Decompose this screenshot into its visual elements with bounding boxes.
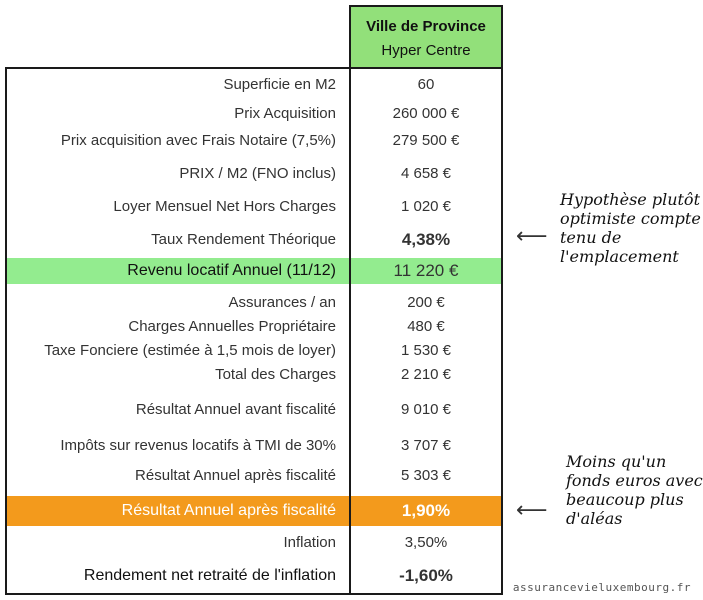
annotation-line: fonds euros avec [566, 471, 703, 490]
row-value: 11 220 € [393, 261, 459, 280]
row-label: Résultat Annuel avant fiscalité [135, 401, 336, 418]
row-label: Inflation [283, 534, 336, 551]
row-value: 60 [417, 76, 435, 93]
column-header-title: Ville de Province [366, 18, 486, 35]
arrow-left-icon: ⟵ [516, 498, 548, 523]
row-label: PRIX / M2 (FNO inclus) [179, 165, 336, 182]
row-value: 9 010 € [400, 401, 452, 418]
column-header-subtitle: Hyper Centre [381, 42, 471, 59]
annotation-fonds-euros [566, 452, 703, 528]
row-label: Superficie en M2 [223, 76, 336, 93]
row-label: Rendement net retraité de l'inflation [83, 567, 336, 584]
row-prix-m2 [7, 161, 501, 187]
row-label: Prix Acquisition [234, 105, 336, 122]
row-inflation [7, 530, 501, 556]
row-value: 260 000 € [392, 105, 460, 122]
row-taxe-fonciere [7, 338, 501, 364]
row-value: 3 707 € [400, 437, 452, 454]
row-impots [7, 433, 501, 459]
annotation-line: l'emplacement [560, 247, 679, 266]
row-value: 1,90% [401, 501, 451, 520]
annotation-line: beaucoup plus [566, 490, 684, 509]
row-label: Impôts sur revenus locatifs à TMI de 30% [60, 437, 336, 454]
row-label: Total des Charges [215, 366, 336, 383]
annotation-line: d'aléas [566, 509, 623, 528]
row-total-charges [7, 362, 501, 388]
row-resultat-apres-fiscalite-pct [7, 496, 501, 526]
row-revenu-locatif-annuel [7, 258, 501, 284]
row-value: -1,60% [399, 566, 453, 585]
row-value: 2 210 € [400, 366, 452, 383]
row-rendement-net [7, 563, 501, 589]
row-value: 5 303 € [400, 467, 452, 484]
row-value: 1 020 € [400, 198, 452, 215]
row-value: 4 658 € [400, 165, 452, 182]
row-charges-annuelles [7, 314, 501, 340]
row-value: 3,50% [404, 534, 448, 551]
row-label: Résultat Annuel après fiscalité [121, 502, 336, 519]
row-label: Charges Annuelles Propriétaire [128, 318, 336, 335]
annotation-hypothese [560, 190, 701, 266]
row-label: Revenu locatif Annuel (11/12) [127, 262, 336, 279]
row-label: Loyer Mensuel Net Hors Charges [113, 198, 336, 215]
annotation-line: optimiste compte [560, 209, 701, 228]
row-label: Prix acquisition avec Frais Notaire (7,5%) [60, 132, 336, 149]
watermark: assurancevieluxembourg.fr [512, 581, 691, 594]
row-label: Résultat Annuel après fiscalité [135, 467, 336, 484]
annotation-line: tenu de [560, 228, 622, 247]
row-label: Assurances / an [228, 294, 336, 311]
annotation-line: Hypothèse plutôt [560, 190, 700, 209]
annotation-line: Moins qu'un [566, 452, 667, 471]
row-label: Taxe Fonciere (estimée à 1,5 mois de loyer) [44, 342, 336, 359]
row-loyer-mensuel [7, 194, 501, 220]
row-resultat-avant-fiscalite [7, 397, 501, 423]
row-assurances [7, 290, 501, 316]
row-label: Taux Rendement Théorique [151, 231, 336, 248]
row-value: 1 530 € [400, 342, 452, 359]
row-value: 200 € [407, 294, 445, 311]
row-superficie [7, 72, 501, 98]
arrow-left-icon: ⟵ [516, 224, 548, 249]
column-header [349, 5, 503, 67]
row-resultat-apres-fiscalite [7, 463, 501, 489]
row-value: 480 € [407, 318, 445, 335]
column-divider [349, 67, 351, 595]
row-taux-rendement [7, 227, 501, 253]
row-value: 4,38% [401, 230, 451, 249]
row-value: 279 500 € [392, 132, 460, 149]
row-prix-frais-notaire [7, 128, 501, 154]
row-prix-acquisition [7, 101, 501, 127]
